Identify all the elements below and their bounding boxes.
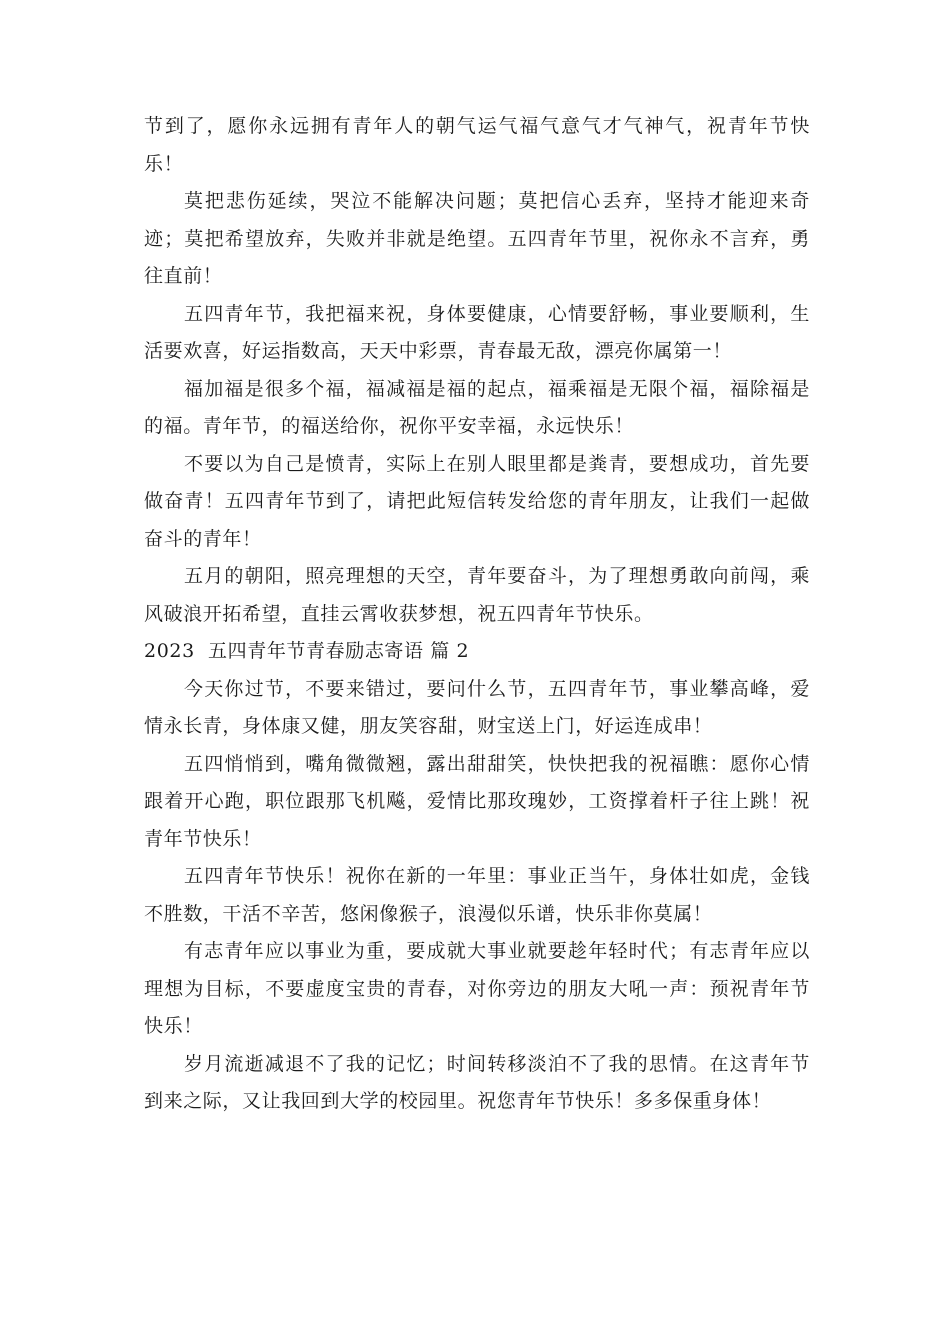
paragraph: 岁月流逝减退不了我的记忆；时间转移淡泊不了我的思情。在这青年节到来之际，又让我回到大学的校园里。祝您青年节快乐！多多保重身体！ <box>144 1052 810 1112</box>
paragraph: 五四悄悄到，嘴角微微翘，露出甜甜笑，快快把我的祝福瞧：愿你心情跟着开心跑，职位跟那飞机飚，爱情比那玫瑰妙，工资撑着杆子往上跳！祝青年节快乐！ <box>144 752 810 850</box>
paragraph: 五四青年节，我把福来祝，身体要健康，心情要舒畅，事业要顺利，生活要欢喜，好运指数高，天天中彩票，青春最无敌，漂亮你属第一！ <box>144 302 810 362</box>
paragraph: 不要以为自己是愤青，实际上在别人眼里都是粪青，要想成功，首先要做奋青！五四青年节到了，请把此短信转发给您的青年朋友，让我们一起做奋斗的青年！ <box>144 452 810 550</box>
paragraph: 今天你过节，不要来错过，要问什么节，五四青年节，事业攀高峰，爱情永长青，身体康又健，朋友笑容甜，财宝送上门，好运连成串！ <box>144 677 810 737</box>
paragraph: 五月的朝阳，照亮理想的天空，青年要奋斗，为了理想勇敢向前闯，乘风破浪开拓希望，直挂云霄收获梦想，祝五四青年节快乐。 <box>144 565 810 625</box>
paragraph: 莫把悲伤延续，哭泣不能解决问题；莫把信心丢弃，坚持才能迎来奇迹；莫把希望放弃，失败并非就是绝望。五四青年节里，祝你永不言弃，勇往直前！ <box>144 190 810 287</box>
paragraph: 五四青年节快乐！祝你在新的一年里：事业正当午，身体壮如虎，金钱不胜数，干活不辛苦，悠闲像猴子，浪漫似乐谱，快乐非你莫属！ <box>144 865 810 925</box>
paragraph: 有志青年应以事业为重，要成就大事业就要趁年轻时代；有志青年应以理想为目标，不要虚度宝贵的青春，对你旁边的朋友大吼一声：预祝青年节快乐！ <box>144 940 810 1037</box>
section-heading: 2023 五四青年节青春励志寄语 篇 2 <box>144 640 470 662</box>
paragraph-continued: 节到了，愿你永远拥有青年人的朝气运气福气意气才气神气，祝青年节快乐！ <box>144 115 810 175</box>
document-page <box>144 108 810 1121</box>
paragraph: 福加福是很多个福，福减福是福的起点，福乘福是无限个福，福除福是的福。青年节，的福送给你，祝你平安幸福，永远快乐！ <box>144 377 810 437</box>
